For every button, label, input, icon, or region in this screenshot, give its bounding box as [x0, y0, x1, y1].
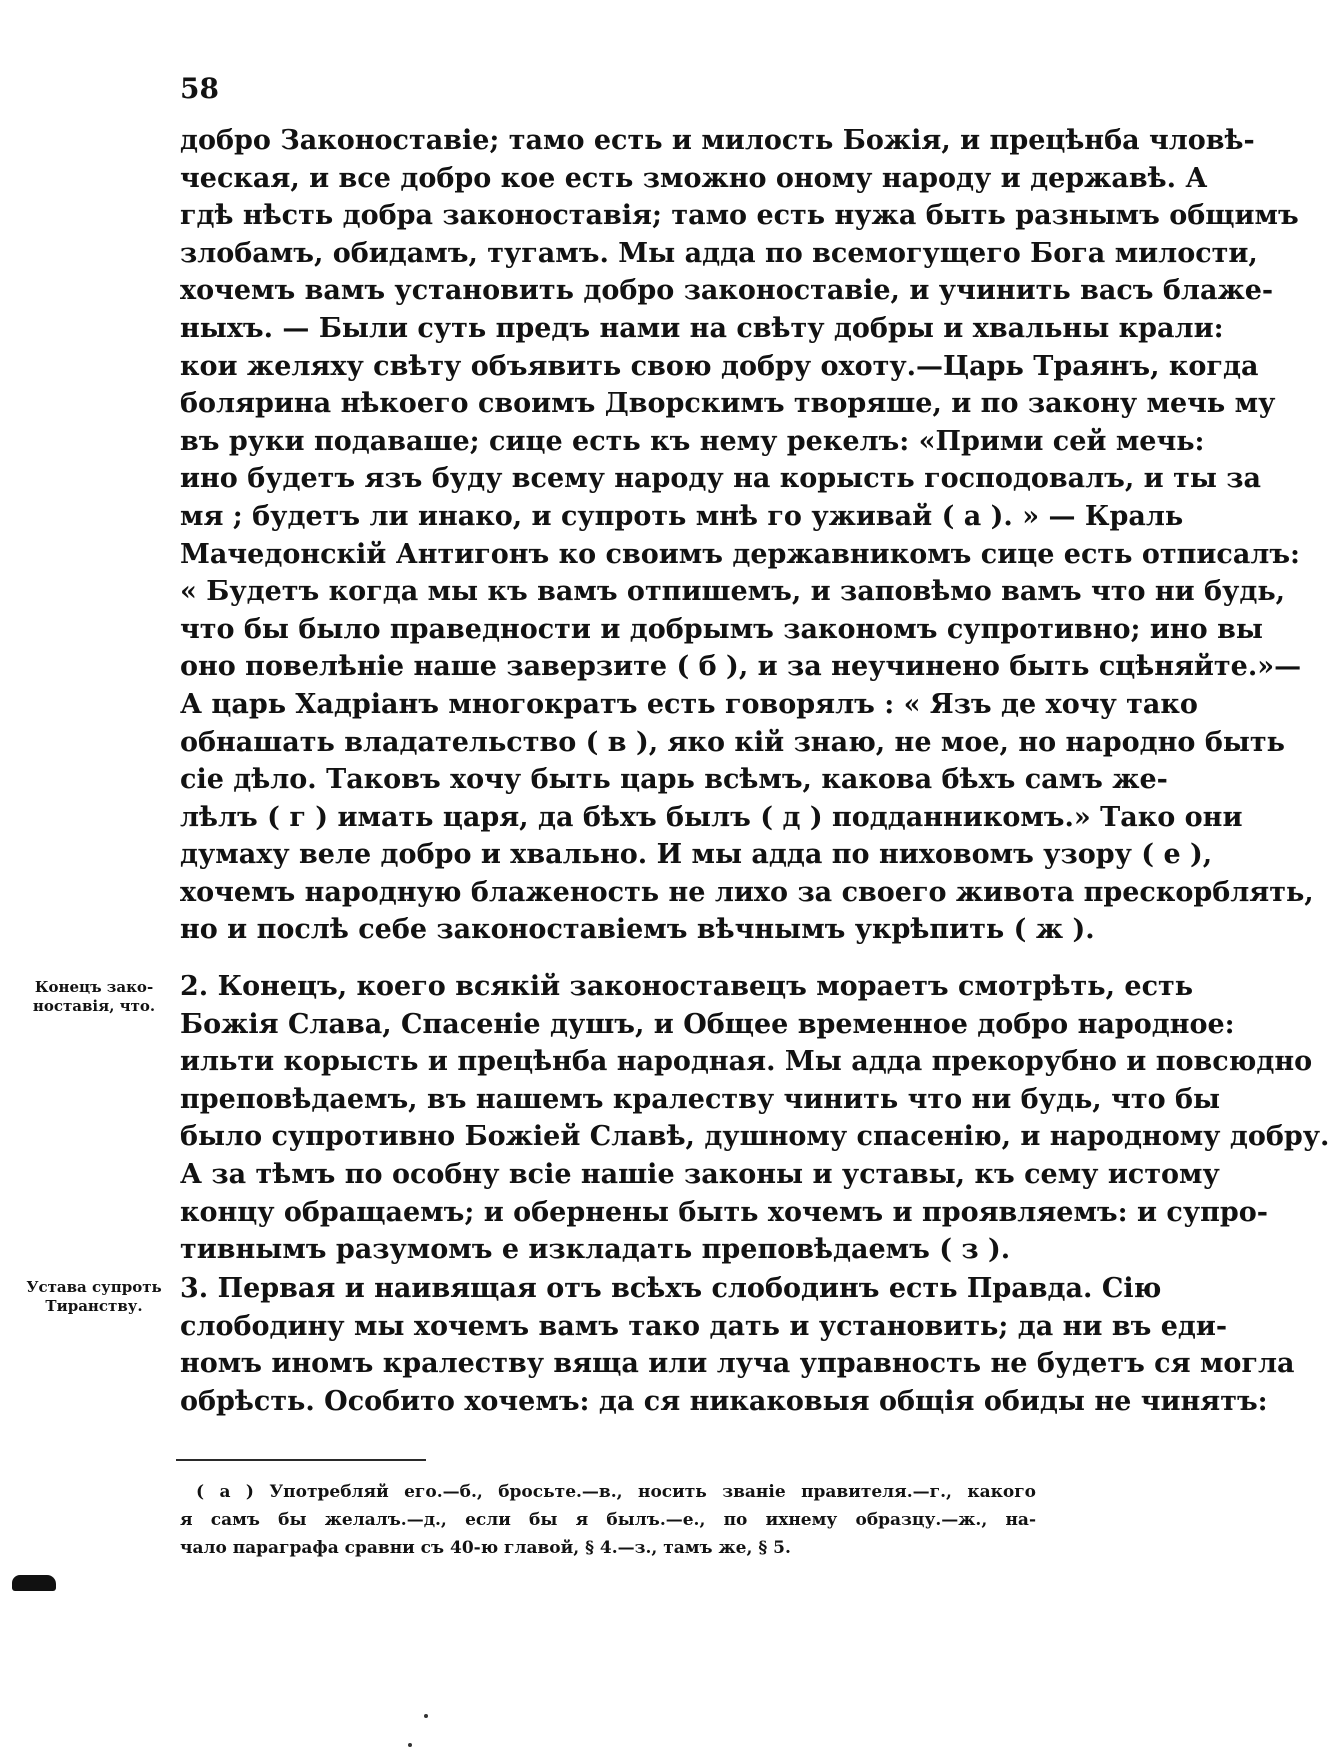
text-line: что бы было праведности и добрымъ закономъ супротивно; ино вы [180, 613, 1263, 645]
text-line: А царь Хадріанъ многократъ есть говорялъ : « Язъ де хочу тако [180, 688, 1198, 720]
text-line: концу обращаемъ; и обернены быть хочемъ и проявляемъ: и супро- [180, 1196, 1269, 1228]
text-line: хочемъ вамъ установить добро законоставіе, и учинить васъ блаже- [180, 275, 1274, 307]
text-line: кои желяху свѣту объявить свою добру охоту.—Царь Траянъ, когда [180, 350, 1259, 382]
text-line: думаху веле добро и хвально. И мы адда по ниховомъ узору ( е ), [180, 839, 1213, 871]
text-line: тивнымъ разумомъ е изкладать преповѣдаемъ ( з ). [180, 1234, 1011, 1266]
text-line: болярина нѣкоего своимъ Дворскимъ творяше, и по закону мечь му [180, 388, 1276, 420]
page-number: 58 [180, 72, 219, 105]
footnote-divider [176, 1459, 426, 1461]
text-line: гдѣ нѣсть добра законоставія; тамо есть нужа быть разнымъ общимъ [180, 200, 1299, 232]
text-line: ильти корысть и прецѣнба народная. Мы адда прекорубно и повсюдно [180, 1046, 1313, 1078]
margin-note-against-tyranny [20, 1278, 168, 1316]
text-line: сіе дѣло. Таковъ хочу быть царь всѣмъ, какова бѣхъ самъ же- [180, 764, 1168, 796]
text-line: хочемъ народную блаженость не лихо за своего живота прескорблять, [180, 876, 1314, 908]
text-line: оно повелѣніе наше заверзите ( б ), и за неучинено быть сцѣняйте.»— [180, 651, 1302, 683]
text-line: обрѣсть. Особито хочемъ: да ся никаковыя общія обиды не чинятъ: [180, 1385, 1268, 1417]
main-paragraph [180, 122, 1314, 949]
text-line: было супротивно Божіей Славѣ, душному спасенію, и народному добру. [180, 1121, 1329, 1153]
footnote-line: ( а ) Употребляй его.—б., бросьте.—в., носить званіе правителя.—г., какого [196, 1482, 1036, 1502]
margin-note-line: Устава супроть [26, 1278, 162, 1296]
ink-speck [408, 1743, 412, 1747]
text-line: ино будетъ язъ буду всему народу на корысть господовалъ, и ты за [180, 463, 1262, 495]
text-line: А за тѣмъ по особну всіе нашіе законы и уставы, къ сему истому [180, 1158, 1220, 1190]
footnote-line: чало параграфа сравни съ 40-ю главой, § 4.—з., тамъ же, § 5. [180, 1538, 791, 1558]
margin-note-end-of-legislation [20, 978, 168, 1016]
footnote-line: я самъ бы желалъ.—д., если бы я былъ.—е., по ихнему образцу.—ж., на- [180, 1510, 1036, 1530]
text-line: преповѣдаемъ, въ нашемъ кралеству чинить что ни будь, что бы [180, 1083, 1221, 1115]
paragraph-2 [180, 968, 1329, 1269]
ink-speck [424, 1714, 428, 1718]
paragraph-3 [180, 1270, 1295, 1420]
text-line: но и послѣ себе законоставіемъ вѣчнымъ укрѣпить ( ж ). [180, 914, 1095, 946]
text-line: въ руки подаваше; сице есть къ нему рекелъ: «Прими сей мечь: [180, 425, 1205, 457]
text-line: Божія Слава, Спасеніе душъ, и Общее временное добро народное: [180, 1008, 1235, 1040]
margin-note-line: Конецъ зако- [34, 978, 154, 996]
margin-note-line: Тиранству. [45, 1297, 143, 1315]
footnotes [180, 1478, 1036, 1562]
text-line: слободину мы хочемъ вамъ тако дать и установить; да ни въ еди- [180, 1310, 1228, 1342]
text-line: злобамъ, обидамъ, тугамъ. Мы адда по всемогущего Бога милости, [180, 237, 1258, 269]
text-line: мя ; будетъ ли инако, и супроть мнѣ го уживай ( а ). » — Краль [180, 500, 1184, 532]
text-line: 3. Первая и наивящая отъ всѣхъ слободинъ есть Правда. Сію [180, 1273, 1162, 1304]
text-line: « Будетъ когда мы къ вамъ отпишемъ, и заповѣмо вамъ что ни будь, [180, 576, 1286, 608]
text-line: 2. Конецъ, коего всякій законоставецъ мораетъ смотрѣть, есть [180, 971, 1194, 1002]
text-line: номъ иномъ кралеству вяща или луча управность не будетъ ся могла [180, 1348, 1295, 1380]
margin-note-line: ноставія, что. [32, 997, 156, 1015]
ink-smudge [12, 1575, 56, 1591]
text-line: ныхъ. — Были суть предъ нами на свѣту добры и хвальны крали: [180, 312, 1224, 344]
text-line: добро Законоставіе; тамо есть и милость Божія, и прецѣнба чловѣ- [180, 125, 1255, 156]
text-line: лѣлъ ( г ) имать царя, да бѣхъ былъ ( д ) подданникомъ.» Тако они [180, 801, 1243, 833]
text-line: Мачедонскій Антигонъ ко своимъ державникомъ сице есть отписалъ: [180, 538, 1301, 570]
text-line: обнашать владательство ( в ), яко кій знаю, не мое, но народно быть [180, 726, 1285, 758]
text-line: ческая, и все добро кое есть зможно оному народу и державѣ. А [180, 162, 1208, 194]
